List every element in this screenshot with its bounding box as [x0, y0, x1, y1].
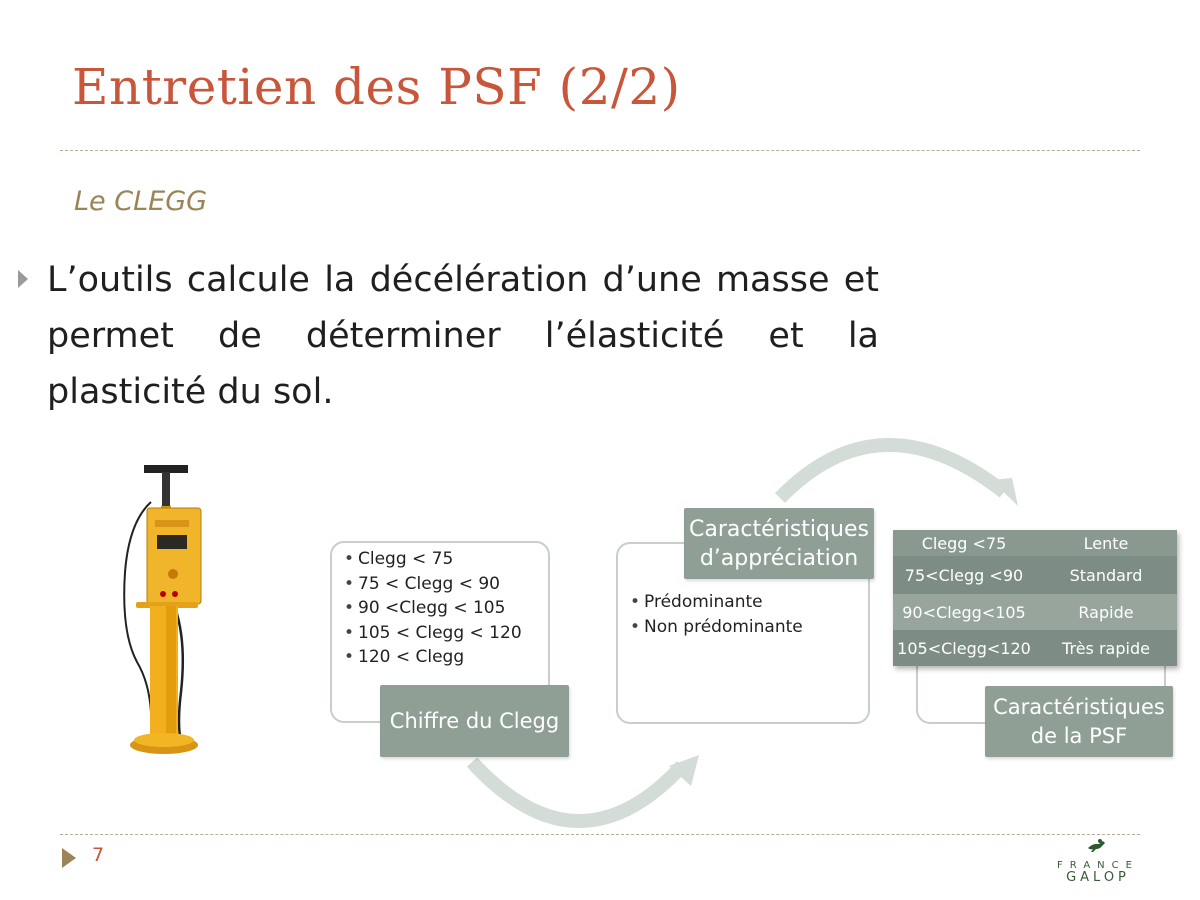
psf-label-box [985, 686, 1173, 757]
logo-line2: GALOP [1066, 870, 1130, 885]
slide-title: Entretien des PSF (2/2) [72, 58, 681, 116]
table-cell-speed: Rapide [1078, 602, 1134, 622]
list-item: • Prédominante [644, 590, 868, 615]
list-item: • 75 < Clegg < 90 [358, 572, 548, 597]
table-cell-speed: Lente [1083, 533, 1129, 553]
clegg-label-box [380, 685, 569, 757]
appreciation-label-line2: d’appréciation [699, 545, 859, 571]
france-galop-logo [1052, 838, 1144, 884]
appreciation-label-line1: Caractéristiques [689, 516, 869, 542]
list-item: • Clegg < 75 [358, 547, 548, 572]
psf-label-line2: de la PSF [1030, 723, 1128, 748]
horse-rider-icon [1085, 838, 1111, 854]
appreciation-list [624, 590, 868, 639]
clegg-label-text: Chiffre du Clegg [389, 708, 560, 733]
table-row [893, 630, 1177, 666]
arrow-appreciation-to-psf [780, 445, 1004, 498]
arrow-clegg-to-appreciation [472, 762, 682, 821]
logo-line1: FRANCE [1057, 860, 1139, 871]
table-cell-clegg: 75<Clegg <90 [904, 565, 1024, 585]
list-item: • 105 < Clegg < 120 [358, 621, 548, 646]
psf-table [893, 530, 1177, 666]
table-row [893, 556, 1177, 594]
page-number-arrow-icon [62, 848, 76, 868]
table-cell-clegg: Clegg <75 [921, 533, 1007, 553]
main-bullet-text: L’outils calcule la décélération d’une masse et permet de déterminer l’élasticité et la plasticité du sol. [47, 260, 879, 412]
list-item: • 90 <Clegg < 105 [358, 596, 548, 621]
appreciation-label-box [684, 508, 874, 579]
table-cell-clegg: 90<Clegg<105 [902, 602, 1026, 622]
table-row [893, 530, 1177, 556]
table-cell-speed: Très rapide [1062, 638, 1150, 658]
table-cell-clegg: 105<Clegg<120 [897, 638, 1031, 658]
psf-label-line1: Caractéristiques [993, 694, 1165, 719]
list-item: • Non prédominante [644, 615, 868, 640]
footer-divider [60, 834, 1140, 835]
slide-subtitle: Le CLEGG [74, 186, 208, 217]
clegg-values-list [338, 547, 548, 670]
page-number: 7 [92, 844, 105, 866]
table-row [893, 594, 1177, 630]
list-item: • 120 < Clegg [358, 645, 548, 670]
table-cell-speed: Standard [1069, 565, 1143, 585]
